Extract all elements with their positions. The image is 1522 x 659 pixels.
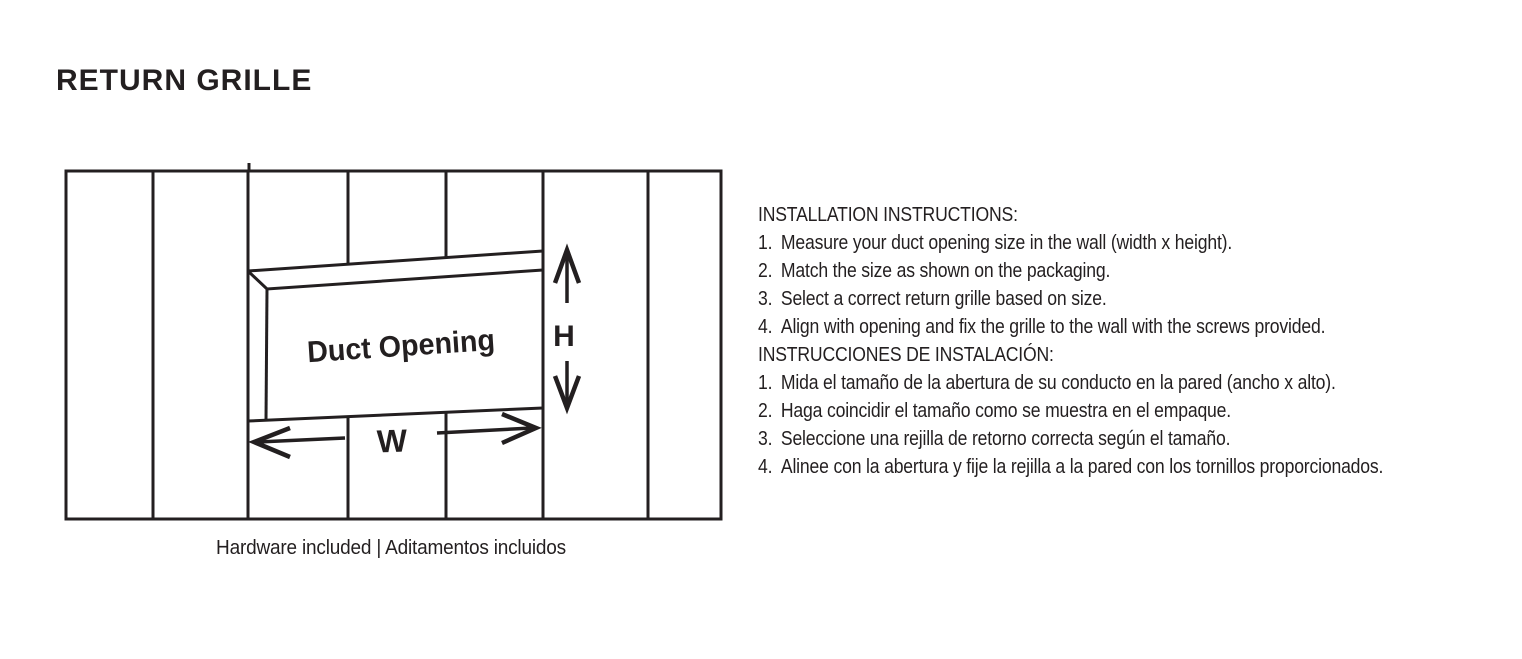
step-text: Seleccione una rejilla de retorno correcta según el tamaño. (780, 428, 1231, 450)
instruction-step (758, 453, 1383, 481)
step-text: Alinee con la abertura y fije la rejilla a la pared con los tornillos proporcionados. (780, 456, 1384, 478)
step-text: Match the size as shown on the packaging. (780, 260, 1111, 282)
step-text: Measure your duct opening size in the wall (width x height). (780, 232, 1233, 254)
step-text: Mida el tamaño de la abertura de su conducto en la pared (ancho x alto). (780, 372, 1336, 394)
instruction-step (758, 369, 1383, 397)
step-text: Haga coincidir el tamaño como se muestra en el empaque. (780, 400, 1232, 422)
instructions-heading-en: INSTALLATION INSTRUCTIONS: (758, 204, 1018, 226)
step-number: 4. (758, 316, 773, 338)
step-number: 3. (758, 428, 773, 450)
hardware-included-caption: Hardware included | Aditamentos incluidos (216, 537, 566, 559)
step-number: 1. (758, 232, 773, 254)
step-text: Select a correct return grille based on size. (780, 288, 1107, 310)
instructions-list-es (758, 369, 1383, 481)
instruction-step (758, 285, 1383, 313)
installation-instructions (758, 201, 1383, 481)
step-number: 4. (758, 456, 773, 478)
step-number: 3. (758, 288, 773, 310)
opening-bevel-and-inner-top-edge (248, 270, 543, 289)
width-arrow-right-shaft (437, 428, 532, 433)
instruction-step (758, 425, 1383, 453)
instructions-list-en (758, 229, 1383, 341)
instruction-step (758, 257, 1383, 285)
duct-opening-label: Duct Opening (306, 323, 505, 370)
step-number: 1. (758, 372, 773, 394)
instructions-heading-es: INSTRUCCIONES DE INSTALACIÓN: (758, 344, 1054, 366)
duct-opening-diagram (60, 160, 740, 560)
instruction-step (758, 397, 1383, 425)
width-label: W (376, 422, 408, 460)
instruction-step (758, 313, 1383, 341)
step-text: Align with opening and fix the grille to the wall with the screws provided. (780, 316, 1326, 338)
step-number: 2. (758, 400, 773, 422)
opening-bottom-edge (248, 408, 543, 421)
opening-outer-top-edge (248, 251, 543, 271)
page-title: RETURN GRILLE (56, 64, 313, 97)
step-number: 2. (758, 260, 773, 282)
opening-inner-left-edge (266, 289, 267, 420)
width-arrow-left-shaft (258, 438, 345, 442)
height-label: H (553, 320, 575, 353)
instruction-step (758, 229, 1383, 257)
